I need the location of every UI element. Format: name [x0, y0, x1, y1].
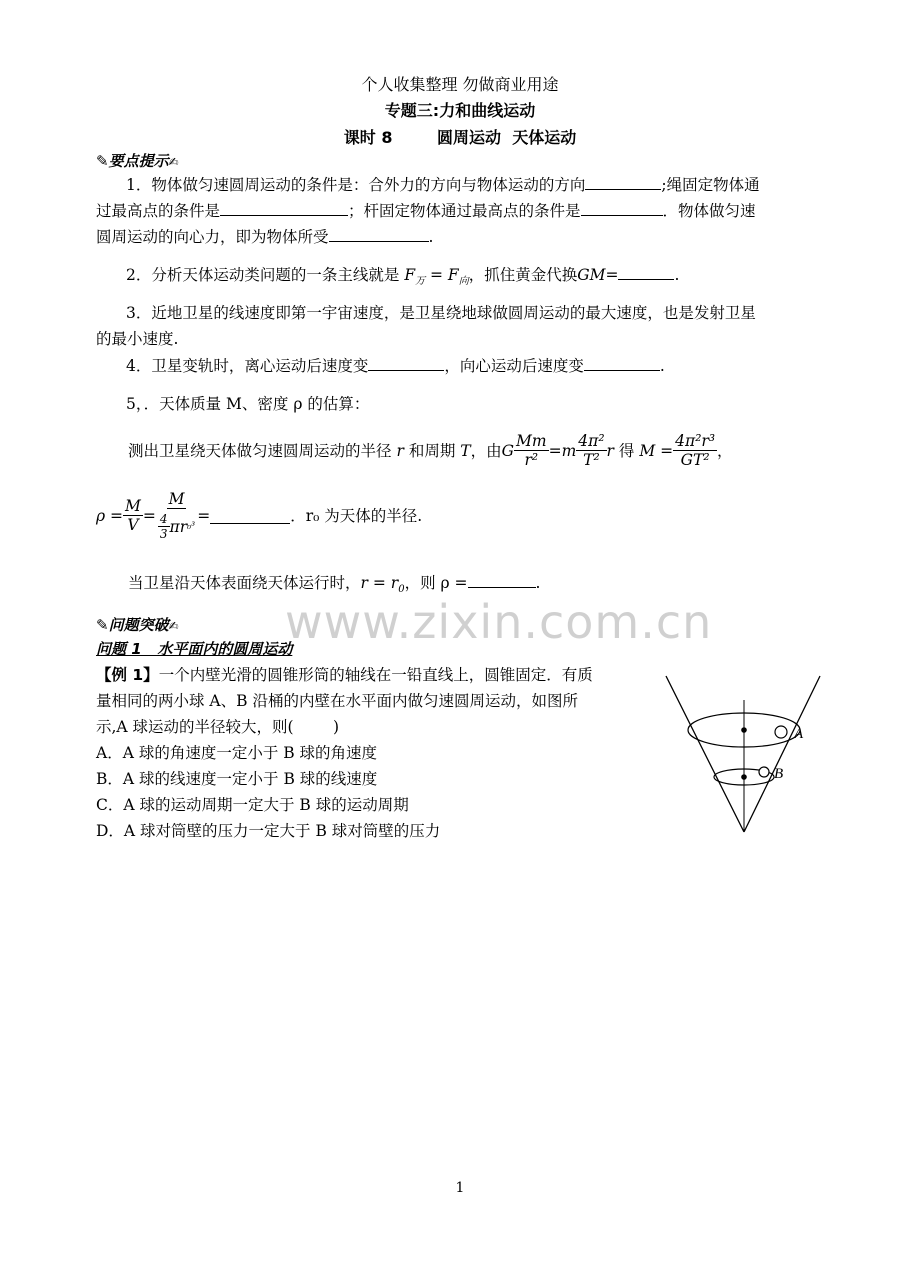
- orbit-b-center: [741, 774, 747, 780]
- density-line: ρ = $\frac{M}{V}$ = M $\frac{4}{3}$ πr ₀³ = ．r₀ 为天体的半径.: [96, 490, 423, 541]
- pen-icon: ✍: [168, 155, 179, 169]
- answer-blank[interactable]: [468, 572, 536, 588]
- option-a[interactable]: A．A 球的角速度一定小于 B 球的角速度: [96, 744, 378, 762]
- ball-a: [775, 726, 787, 738]
- key-point-4: 4．卫星变轨时，离心运动后速度变 ，向心运动后速度变 .: [126, 357, 665, 375]
- watermark: www.zixin.com.cn: [285, 595, 713, 649]
- answer-blank[interactable]: [585, 174, 661, 190]
- problem-1-title: 问题 1 水平面内的圆周运动: [96, 640, 293, 658]
- option-d[interactable]: D．A 球对筒壁的压力一定大于 B 球对筒壁的压力: [96, 822, 441, 840]
- answer-blank[interactable]: [329, 226, 429, 242]
- example-1: 【例 1】一个内壁光滑的圆锥形筒的轴线在一铅直线上，圆锥固定．有质 量相同的两小球 A、B 沿桶的内壁在水平面内做匀速圆周运动，如图所 示,A 球运动的半径较大，则( ) A．A 球的角速度一定小于 B 球的角速度 B．A 球的线速度一定小于 B 球的线速度 C．A 球的运动周期一定大于 B 球的运动周期 D．A 球对筒壁的压力一定大于 B 球对筒壁的压力: [96, 662, 642, 844]
- pen-icon: ✎: [96, 152, 109, 170]
- orbit-a-center: [741, 727, 747, 733]
- answer-blank[interactable]: [368, 355, 444, 371]
- topic-title: 专题三:力和曲线运动: [384, 101, 536, 120]
- label-a: A: [794, 726, 804, 742]
- surface-orbit-line: 当卫星沿天体表面绕天体运行时，$r = r_0$，则 ρ = .: [128, 574, 541, 596]
- surface-radius-formula: $r = r_0$: [360, 574, 405, 596]
- answer-blank[interactable]: [220, 200, 348, 216]
- cone-right-wall: [744, 676, 820, 832]
- key-point-3: 3．近地卫星的线速度即第一宇宙速度，是卫星绕地球做圆周运动的最大速度，也是发射卫星 的最小速度.: [96, 304, 756, 348]
- answer-blank[interactable]: [210, 508, 290, 524]
- problems-heading: ✎问题突破✍: [96, 616, 179, 634]
- formula-force-balance: $F_万 = F_向$: [404, 266, 469, 288]
- pen-icon: ✎: [96, 616, 109, 634]
- option-c[interactable]: C．A 球的运动周期一定大于 B 球的运动周期: [96, 796, 409, 814]
- option-b[interactable]: B．A 球的线速度一定小于 B 球的线速度: [96, 770, 378, 788]
- pen-icon: ✍: [168, 619, 179, 633]
- answer-blank[interactable]: [584, 355, 660, 371]
- key-point-2: 2．分析天体运动类问题的一条主线就是 $F_万 = F_向$，抓住黄金代换GM= .: [126, 266, 680, 288]
- ball-b: [759, 767, 769, 777]
- notice-line: 个人收集整理 勿做商业用途: [361, 75, 559, 94]
- density-formula: ρ = $\frac{M}{V}$ = M $\frac{4}{3}$ πr ₀³ =: [96, 490, 211, 541]
- answer-blank[interactable]: [581, 200, 663, 216]
- cone-figure: [660, 670, 830, 840]
- page-number: 1: [455, 1180, 465, 1196]
- lesson-title: 课时 8 圆周运动 天体运动: [343, 128, 577, 147]
- key-point-1: 1．物体做匀速圆周运动的条件是：合外力的方向与物体运动的方向 ;绳固定物体通 过最高点的条件是 ；杆固定物体通过最高点的条件是 ．物体做匀速 圆周运动的向心力，即为物体所受 .: [96, 176, 760, 246]
- key-point-5: 5，．天体质量 M、密度 ρ 的估算：: [126, 395, 370, 413]
- cone-left-wall: [666, 676, 744, 832]
- key-points-heading: ✎要点提示✍: [96, 152, 179, 170]
- answer-blank[interactable]: [618, 264, 674, 280]
- gravitation-formula: G $\frac{Mm}{\text{r²}}$ =m $\frac{\text{4π²}}{\text{T²}}$ r: [501, 432, 614, 469]
- mass-formula: M = $\frac{\text{4π²r³}}{\text{GT²}}$: [639, 432, 716, 469]
- mass-estimation-line: 测出卫星绕天体做匀速圆周运动的半径 r 和周期 T ，由 G $\frac{Mm}{\text{r²}}$ =m $\frac{\text{4π²}}{\text{T²}}$ r 得 M = $\frac{\text{4π²r³}}{\text{GT²}}$ ，: [128, 432, 733, 469]
- label-b: B: [774, 766, 784, 782]
